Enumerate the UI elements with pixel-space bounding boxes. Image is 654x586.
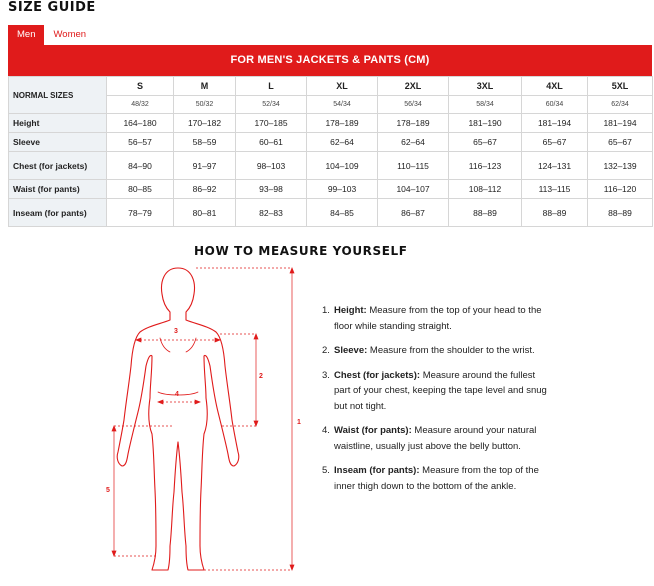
table-row <box>9 152 653 180</box>
size-header: L <box>236 77 307 96</box>
size-header: 4XL <box>522 77 588 96</box>
tab-women[interactable]: Women <box>44 25 95 45</box>
table-cell: 88–89 <box>522 199 588 227</box>
measurement-step <box>322 303 554 334</box>
table-cell: 132–139 <box>588 152 653 180</box>
step-text: Measure from the shoulder to the wrist. <box>367 345 535 356</box>
measurement-step <box>322 463 554 494</box>
step-number: 2. <box>322 345 330 356</box>
size-code: 52/34 <box>236 96 307 114</box>
table-cell: 58–59 <box>174 133 236 152</box>
table-cell: 84–90 <box>107 152 174 180</box>
body-outline-illustration <box>100 262 320 582</box>
size-code: 54/34 <box>307 96 378 114</box>
table-row <box>9 114 653 133</box>
table-cell: 181–194 <box>588 114 653 133</box>
size-header: 3XL <box>449 77 522 96</box>
table-banner: FOR MEN'S JACKETS & PANTS (CM) <box>8 45 652 76</box>
marker-5: 5 <box>106 487 110 494</box>
row-label: Chest (for jackets) <box>9 152 107 180</box>
table-cell: 84–85 <box>307 199 378 227</box>
table-cell: 99–103 <box>307 180 378 199</box>
table-cell: 86–87 <box>378 199 449 227</box>
table-cell: 80–81 <box>174 199 236 227</box>
step-text: Measure around the fullest part of your chest, keeping the tape level and snug but not tight. <box>334 369 547 412</box>
step-text: Measure around your natural waistline, usually just above the belly button. <box>334 425 537 452</box>
table-cell: 93–98 <box>236 180 307 199</box>
step-term: Waist (for pants): <box>334 425 412 436</box>
size-table <box>8 76 653 227</box>
table-cell: 88–89 <box>588 199 653 227</box>
table-cell: 116–120 <box>588 180 653 199</box>
measurement-step <box>322 423 554 454</box>
marker-1: 1 <box>297 419 301 426</box>
table-cell: 170–182 <box>174 114 236 133</box>
table-cell: 170–185 <box>236 114 307 133</box>
table-cell: 65–67 <box>522 133 588 152</box>
table-cell: 65–67 <box>449 133 522 152</box>
row-label: Inseam (for pants) <box>9 199 107 227</box>
step-term: Inseam (for pants): <box>334 465 420 476</box>
table-cell: 56–57 <box>107 133 174 152</box>
normal-sizes-header: NORMAL SIZES <box>9 77 107 114</box>
table-cell: 80–85 <box>107 180 174 199</box>
step-text: Measure from the top of your head to the floor while standing straight. <box>334 305 542 332</box>
step-number: 5. <box>322 465 330 476</box>
table-cell: 98–103 <box>236 152 307 180</box>
row-label: Sleeve <box>9 133 107 152</box>
marker-4: 4 <box>175 391 179 398</box>
step-term: Sleeve: <box>334 345 368 356</box>
measurement-step <box>322 343 554 359</box>
size-code: 62/34 <box>588 96 653 114</box>
measurement-step <box>322 368 554 415</box>
table-row <box>9 199 653 227</box>
table-cell: 108–112 <box>449 180 522 199</box>
table-cell: 104–109 <box>307 152 378 180</box>
size-header: 5XL <box>588 77 653 96</box>
size-code: 60/34 <box>522 96 588 114</box>
table-cell: 60–61 <box>236 133 307 152</box>
table-cell: 181–190 <box>449 114 522 133</box>
step-body <box>334 463 554 494</box>
size-header: S <box>107 77 174 96</box>
step-body <box>334 423 554 454</box>
size-header: 2XL <box>378 77 449 96</box>
step-term: Chest (for jackets): <box>334 369 421 381</box>
size-header: XL <box>307 77 378 96</box>
table-cell: 110–115 <box>378 152 449 180</box>
table-cell: 178–189 <box>307 114 378 133</box>
table-cell: 82–83 <box>236 199 307 227</box>
marker-2: 2 <box>259 373 263 380</box>
step-number: 4. <box>322 425 330 436</box>
table-cell: 124–131 <box>522 152 588 180</box>
measurement-steps-list <box>322 303 554 503</box>
table-row <box>9 180 653 199</box>
table-cell: 62–64 <box>378 133 449 152</box>
row-label: Height <box>9 114 107 133</box>
step-term: Height: <box>334 305 367 316</box>
size-code: 56/34 <box>378 96 449 114</box>
step-number: 3. <box>322 369 330 381</box>
table-cell: 113–115 <box>522 180 588 199</box>
page-title: SIZE GUIDE <box>8 0 96 15</box>
table-cell: 178–189 <box>378 114 449 133</box>
table-cell: 164–180 <box>107 114 174 133</box>
size-code: 58/34 <box>449 96 522 114</box>
size-code: 48/32 <box>107 96 174 114</box>
step-text: Measure from the top of the inner thigh down to the bottom of the ankle. <box>334 465 539 492</box>
size-table-section <box>8 45 652 227</box>
size-header: M <box>174 77 236 96</box>
step-number: 1. <box>322 305 330 316</box>
table-cell: 86–92 <box>174 180 236 199</box>
tab-men[interactable]: Men <box>8 25 44 45</box>
step-body <box>334 343 535 359</box>
body-measurement-figure <box>100 262 320 582</box>
measure-section-title: HOW TO MEASURE YOURSELF <box>194 244 408 258</box>
table-cell: 65–67 <box>588 133 653 152</box>
size-code: 50/32 <box>174 96 236 114</box>
table-cell: 91–97 <box>174 152 236 180</box>
table-cell: 116–123 <box>449 152 522 180</box>
table-row <box>9 133 653 152</box>
row-label: Waist (for pants) <box>9 180 107 199</box>
step-body <box>334 303 554 334</box>
table-cell: 78–79 <box>107 199 174 227</box>
gender-tabs <box>8 25 95 45</box>
table-cell: 88–89 <box>449 199 522 227</box>
table-cell: 181–194 <box>522 114 588 133</box>
marker-3: 3 <box>174 328 178 335</box>
step-body <box>334 368 554 415</box>
table-cell: 104–107 <box>378 180 449 199</box>
table-cell: 62–64 <box>307 133 378 152</box>
